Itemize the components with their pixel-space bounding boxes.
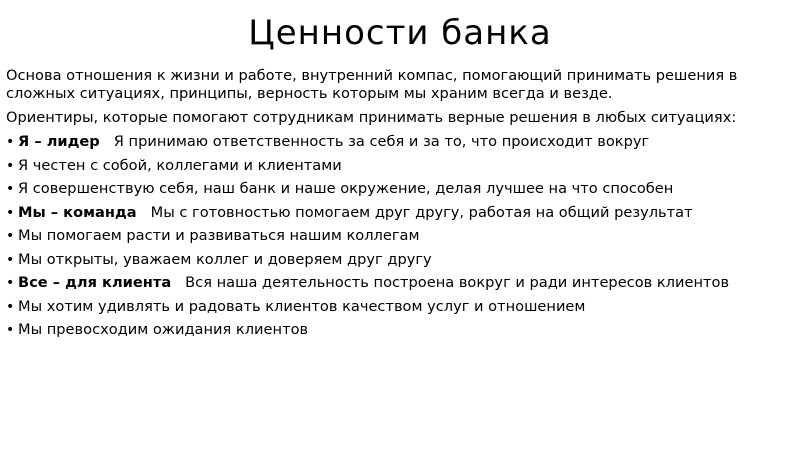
values-list (6, 133, 796, 339)
value-item (6, 180, 796, 198)
value-text: Я принимаю ответственность за себя и за то, что происходит вокруг (113, 133, 650, 150)
value-text: Я честен с собой, коллегами и клиентами (18, 156, 342, 174)
value-text: Вся наша деятельность построена вокруг и ради интересов клиентов (185, 274, 730, 291)
value-heading: Мы – команда (18, 203, 137, 221)
value-text: Мы помогаем расти и развиваться нашим коллегам (18, 227, 420, 244)
value-item (6, 321, 796, 339)
value-heading: Все – для клиента (18, 274, 172, 291)
value-item (6, 274, 796, 292)
value-item (6, 227, 796, 245)
value-item (6, 157, 796, 175)
intro-paragraph: Основа отношения к жизни и работе, внутренний компас, помогающий принимать решения в сложных ситуациях, принципы, верность которым мы храним всегда и везде. (6, 67, 738, 102)
value-item (6, 298, 796, 316)
value-heading: Я – лидер (18, 133, 100, 150)
slide-title: Ценности банка (248, 13, 552, 53)
slide-content (6, 67, 796, 345)
value-text: Мы с готовностью помогаем друг другу, работая на общий результат (150, 203, 693, 221)
value-text: Мы превосходим ожидания клиентов (18, 321, 309, 338)
value-item (6, 133, 796, 151)
value-item (6, 251, 796, 269)
value-text: Мы хотим удивлять и радовать клиентов качеством услуг и отношением (18, 297, 586, 315)
value-text: Я совершенствую себя, наш банк и наше окружение, делая лучшее на что способен (18, 180, 674, 197)
lead-paragraph: Ориентиры, которые помогают сотрудникам принимать верные решения в любых ситуациях: (6, 109, 737, 126)
value-text: Мы открыты, уважаем коллег и доверяем друг другу (18, 250, 432, 268)
value-item (6, 204, 796, 222)
